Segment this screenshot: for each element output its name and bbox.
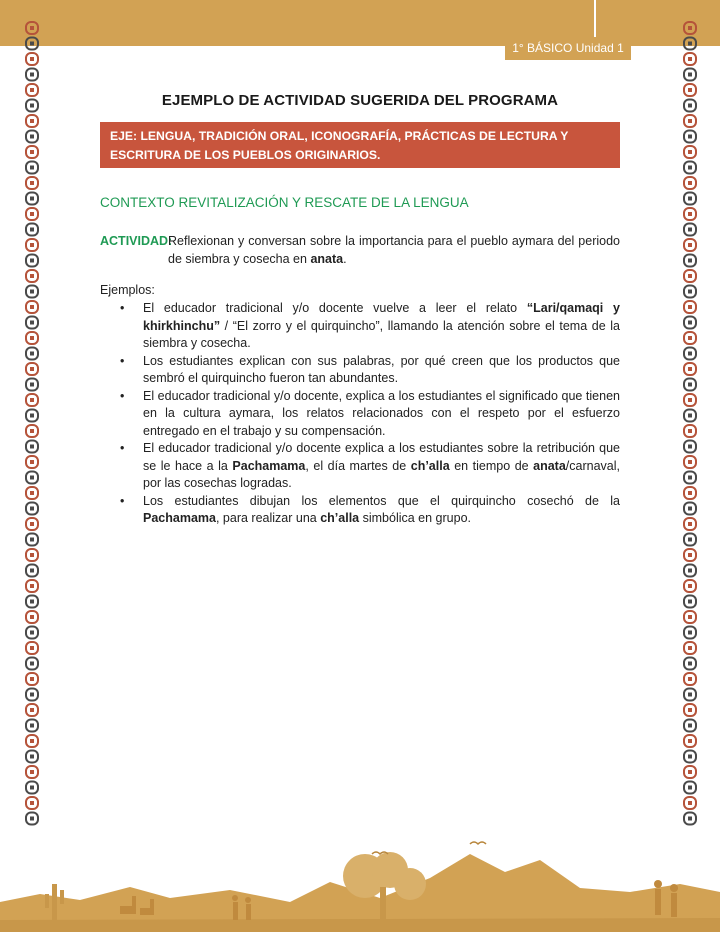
border-motif-icon	[26, 146, 38, 158]
border-motif-icon	[26, 611, 38, 623]
grade-unit-badge: 1° BÁSICO Unidad 1	[505, 37, 631, 60]
border-motif-icon	[26, 441, 38, 453]
border-motif-icon	[684, 286, 696, 298]
eje-banner: EJE: LENGUA, TRADICIÓN ORAL, ICONOGRAFÍA, PRÁCTICAS DE LECTURA Y ESCRITURA DE LOS PUEBLOS ORIGINARIOS.	[100, 122, 620, 168]
border-motif-icon	[26, 751, 38, 763]
border-motif-icon	[684, 735, 696, 747]
border-motif-icon	[684, 503, 696, 515]
page-title: EJEMPLO DE ACTIVIDAD SUGERIDA DEL PROGRAMA	[161, 92, 559, 109]
context-heading: CONTEXTO REVITALIZACIÓN Y RESCATE DE LA LENGUA	[100, 195, 469, 210]
footer-bird	[470, 842, 486, 844]
border-motif-icon	[26, 580, 38, 592]
border-motif-icon	[684, 627, 696, 639]
border-motif-icon	[684, 534, 696, 546]
border-motif-icon	[26, 735, 38, 747]
actividad-text	[168, 232, 620, 268]
border-motif-icon	[26, 255, 38, 267]
example-text: Los estudiantes explican con sus palabras, por qué creen que los productos que sembró el quirquincho fueron tan abundantes.	[143, 353, 620, 385]
example-item	[100, 440, 620, 493]
example-text: en tiempo de	[449, 458, 534, 473]
actividad-label: ACTIVIDAD:	[100, 234, 173, 248]
example-bold-term: Pachamama	[232, 458, 306, 473]
border-motif-icon	[26, 518, 38, 530]
bullet-icon: •	[120, 493, 125, 508]
bullet-icon: •	[120, 301, 125, 315]
border-motif-icon	[26, 270, 38, 282]
border-motif-icon	[26, 410, 38, 422]
border-motif-icon	[684, 751, 696, 763]
border-motif-icon	[684, 301, 696, 313]
example-bold-term: ch’alla	[320, 511, 360, 525]
border-motif-icon	[684, 472, 696, 484]
border-motif-icon	[684, 658, 696, 670]
border-motif-icon	[684, 131, 696, 143]
border-motif-icon	[26, 379, 38, 391]
example-text: simbólica en grupo.	[359, 511, 471, 525]
border-motif-icon	[684, 193, 696, 205]
border-motif-icon	[26, 425, 38, 437]
border-motif-icon	[26, 658, 38, 670]
border-motif-icon	[26, 363, 38, 375]
border-motif-icon	[26, 177, 38, 189]
bullet-icon: •	[120, 388, 125, 403]
example-text: El educador tradicional y/o docente vuelve a leer el relato	[143, 301, 527, 315]
border-motif-icon	[684, 673, 696, 685]
border-motif-icon	[684, 255, 696, 267]
example-text: , el día martes de	[305, 458, 411, 473]
ejemplos-label: Ejemplos:	[100, 283, 155, 297]
border-motif-icon	[684, 720, 696, 732]
border-motif-icon	[26, 565, 38, 577]
border-motif-icon	[26, 22, 38, 34]
border-motif-icon	[26, 549, 38, 561]
border-motif-icon	[26, 162, 38, 174]
border-motif-icon	[684, 270, 696, 282]
border-motif-icon	[684, 580, 696, 592]
border-motif-icon	[26, 193, 38, 205]
example-text: El educador tradicional y/o docente, explica a los estudiantes el significado que tienen en la cultura aymara, los relatos relacionados con el respeto por el esfuerzo entregado en el trabajo y su compensación.	[143, 388, 620, 438]
border-motif-icon	[26, 131, 38, 143]
border-motif-icon	[26, 115, 38, 127]
example-bold-term: Pachamama	[143, 511, 216, 525]
border-motif-icon	[26, 704, 38, 716]
border-motif-icon	[684, 611, 696, 623]
border-motif-icon	[26, 239, 38, 251]
example-text: / “El zorro y el quirquincho”, llamando la atención sobre el tema de la siembra y cosecha.	[143, 318, 620, 350]
actividad-block	[100, 232, 620, 266]
example-text: El educador tradicional y/o docente explica a los estudiantes sobre la retribución que se le hace a la	[143, 441, 620, 473]
border-motif-icon	[684, 565, 696, 577]
border-motif-icon	[26, 534, 38, 546]
border-motif-icon	[26, 38, 38, 50]
border-motif-icon	[684, 317, 696, 329]
actividad-text-end: .	[343, 252, 347, 266]
border-motif-icon	[26, 472, 38, 484]
border-motif-icon	[684, 69, 696, 81]
example-bold-term: “Lari/qamaqi y khirkhinchu”	[143, 301, 620, 333]
border-motif-icon	[26, 797, 38, 809]
border-motif-icon	[684, 487, 696, 499]
actividad-bold-word: anata	[310, 252, 344, 266]
border-motif-icon	[684, 813, 696, 825]
border-motif-icon	[26, 720, 38, 732]
border-motif-icon	[684, 410, 696, 422]
border-motif-icon	[684, 704, 696, 716]
border-motif-icon	[26, 596, 38, 608]
border-motif-icon	[684, 224, 696, 236]
example-bold-term: ch’alla	[410, 458, 450, 473]
border-motif-icon	[684, 549, 696, 561]
border-motif-icon	[26, 301, 38, 313]
border-motif-icon	[684, 394, 696, 406]
border-motif-icon	[26, 286, 38, 298]
border-motif-icon	[684, 332, 696, 344]
border-motif-icon	[684, 53, 696, 65]
border-motif-icon	[26, 642, 38, 654]
border-motif-icon	[26, 766, 38, 778]
border-motif-icon	[26, 348, 38, 360]
bullet-icon: •	[120, 441, 125, 455]
example-item	[100, 388, 620, 441]
footer-ground	[0, 918, 720, 932]
border-motif-icon	[26, 332, 38, 344]
border-motif-icon	[26, 208, 38, 220]
border-motif-icon	[684, 782, 696, 794]
example-text: /carnaval, por las cosechas logradas.	[143, 458, 620, 490]
border-motif-icon	[684, 146, 696, 158]
footer-landscape-illustration	[0, 832, 720, 932]
border-motif-icon	[684, 797, 696, 809]
border-motif-icon	[26, 224, 38, 236]
border-motif-icon	[26, 456, 38, 468]
border-motif-icon	[684, 766, 696, 778]
border-motif-icon	[684, 38, 696, 50]
border-motif-icon	[684, 379, 696, 391]
border-motif-icon	[26, 782, 38, 794]
border-motif-icon	[26, 53, 38, 65]
left-decorative-border	[24, 20, 40, 830]
border-motif-icon	[26, 487, 38, 499]
example-text: , para realizar una	[215, 511, 321, 525]
right-decorative-border	[682, 20, 698, 830]
border-motif-icon	[684, 162, 696, 174]
actividad-text-part: Reflexionan y conversan sobre la importancia para el pueblo aymara del periodo de siembra y cosecha en	[168, 234, 620, 266]
border-motif-icon	[684, 348, 696, 360]
border-motif-icon	[26, 69, 38, 81]
example-item	[100, 493, 620, 528]
border-motif-icon	[684, 518, 696, 530]
border-motif-icon	[26, 503, 38, 515]
border-motif-icon	[684, 596, 696, 608]
border-motif-icon	[684, 642, 696, 654]
border-motif-icon	[684, 208, 696, 220]
border-motif-icon	[684, 239, 696, 251]
border-motif-icon	[684, 425, 696, 437]
border-motif-icon	[684, 22, 696, 34]
example-text: Los estudiantes dibujan los elementos que el quirquincho cosechó de la	[143, 493, 620, 508]
border-motif-icon	[684, 689, 696, 701]
bullet-icon: •	[120, 353, 125, 368]
border-motif-icon	[26, 813, 38, 825]
border-motif-icon	[684, 177, 696, 189]
example-item	[100, 353, 620, 388]
border-motif-icon	[684, 456, 696, 468]
example-bold-term: anata	[533, 458, 566, 473]
border-motif-icon	[26, 394, 38, 406]
border-motif-icon	[26, 673, 38, 685]
border-motif-icon	[26, 689, 38, 701]
border-motif-icon	[684, 363, 696, 375]
example-item	[100, 300, 620, 353]
border-motif-icon	[684, 441, 696, 453]
border-motif-icon	[684, 115, 696, 127]
border-motif-icon	[26, 317, 38, 329]
examples-list	[100, 300, 620, 528]
border-motif-icon	[26, 627, 38, 639]
